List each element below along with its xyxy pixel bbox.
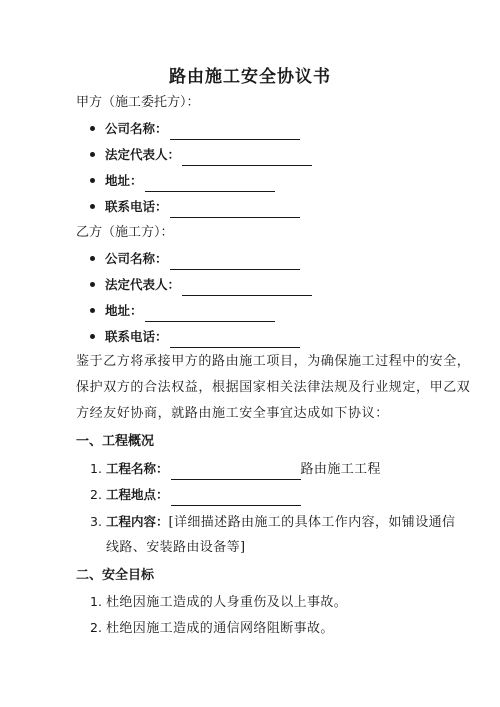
- item-text: 杜绝因施工造成的通信网络阻断事故。: [106, 621, 334, 636]
- project-location-blank[interactable]: [171, 491, 301, 506]
- bullet-icon: [90, 178, 95, 183]
- list-item: [90, 485, 301, 506]
- field-label: 工程内容：: [106, 514, 169, 529]
- item-text-continuation: [106, 538, 245, 558]
- field-label: 公司名称：: [105, 121, 168, 136]
- item-text: 线路、安装路由设备等]: [106, 540, 246, 555]
- item-number: 1.: [90, 461, 102, 476]
- address-blank[interactable]: [145, 177, 275, 192]
- party-b-company-row: [90, 249, 300, 270]
- item-text: 杜绝因施工造成的人身重伤及以上事故。: [106, 595, 348, 610]
- party-a-phone-row: [90, 197, 300, 218]
- field-label: 工程地点：: [106, 487, 169, 502]
- field-label: 联系电话：: [105, 199, 168, 214]
- bullet-icon: [90, 256, 95, 261]
- item-text: [详细描述路由施工的具体工作内容，如铺设通信: [168, 515, 456, 530]
- field-label: 法定代表人：: [105, 147, 181, 162]
- bullet-icon: [90, 334, 95, 339]
- list-item: [90, 512, 455, 533]
- section-heading: 一、工程概况: [76, 434, 155, 449]
- party-a-company-row: [90, 119, 300, 140]
- field-label: 工程名称：: [106, 461, 169, 476]
- bullet-icon: [90, 204, 95, 209]
- party-a-address-row: [90, 171, 275, 192]
- list-item: [90, 459, 381, 480]
- preamble-line: 方经友好协商，就路由施工安全事宜达成如下协议：: [76, 406, 389, 421]
- item-number: 2.: [90, 620, 102, 635]
- item-number: 2.: [90, 487, 102, 502]
- legal-rep-blank[interactable]: [182, 151, 312, 166]
- document-title: 路由施工安全协议书: [169, 67, 331, 87]
- company-name-blank[interactable]: [170, 255, 300, 270]
- list-item: [90, 592, 347, 613]
- bullet-icon: [90, 282, 95, 287]
- party-b-address-row: [90, 301, 275, 322]
- field-label: 地址：: [105, 303, 143, 318]
- item-suffix: 路由施工工程: [300, 462, 381, 477]
- item-number: 3.: [90, 514, 102, 529]
- section-heading: 二、安全目标: [76, 568, 155, 583]
- list-item: [90, 618, 334, 639]
- party-b-rep-row: [90, 275, 312, 296]
- preamble-line: 鉴于乙方将承接甲方的路由施工项目，为确保施工过程中的安全，: [76, 354, 471, 369]
- field-label: 法定代表人：: [105, 277, 181, 292]
- bullet-icon: [90, 308, 95, 313]
- field-label: 联系电话：: [105, 329, 168, 344]
- company-name-blank[interactable]: [170, 125, 300, 140]
- legal-rep-blank[interactable]: [182, 281, 312, 296]
- field-label: 地址：: [105, 173, 143, 188]
- address-blank[interactable]: [145, 307, 275, 322]
- phone-blank[interactable]: [170, 203, 300, 218]
- bullet-icon: [90, 152, 95, 157]
- party-a-heading: 甲方（施工委托方）：: [76, 95, 200, 110]
- party-a-rep-row: [90, 145, 312, 166]
- party-b-phone-row: [90, 327, 300, 348]
- bullet-icon: [90, 126, 95, 131]
- project-name-blank[interactable]: [171, 465, 301, 480]
- party-b-heading: 乙方（施工方）：: [76, 225, 174, 240]
- item-number: 1.: [90, 594, 102, 609]
- phone-blank[interactable]: [170, 333, 300, 348]
- preamble-line: 保护双方的合法权益，根据国家相关法律法规及行业规定，甲乙双: [76, 380, 471, 395]
- field-label: 公司名称：: [105, 251, 168, 266]
